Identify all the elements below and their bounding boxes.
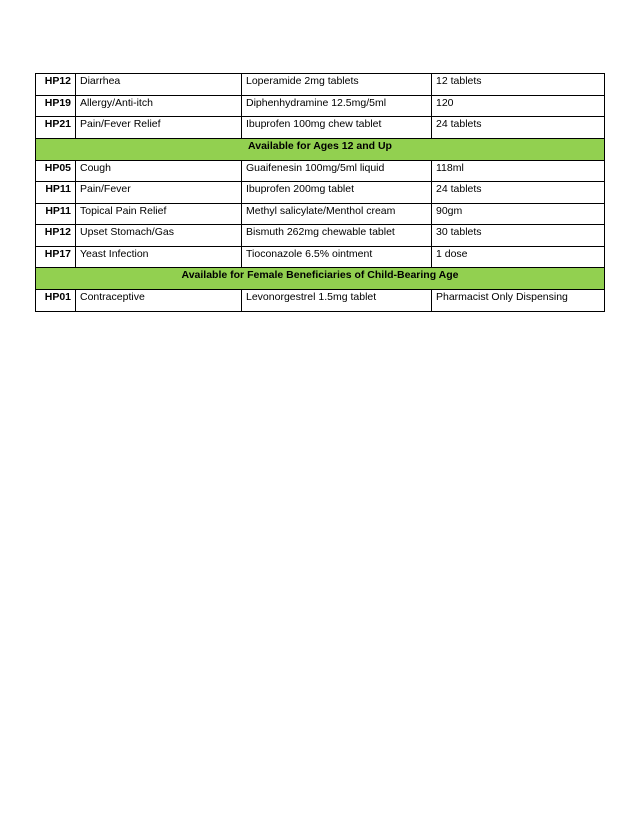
table-row	[36, 95, 605, 117]
quantity-cell: 120	[432, 95, 605, 117]
condition-cell: Pain/Fever	[76, 182, 242, 204]
item-code: HP19	[36, 95, 76, 117]
medication-cell: Loperamide 2mg tablets	[242, 74, 432, 96]
item-code: HP12	[36, 74, 76, 96]
condition-cell: Cough	[76, 160, 242, 182]
medication-cell: Ibuprofen 100mg chew tablet	[242, 117, 432, 139]
item-code: HP12	[36, 225, 76, 247]
table-row	[36, 117, 605, 139]
table-row	[36, 74, 605, 96]
item-code: HP01	[36, 290, 76, 312]
table-row	[36, 246, 605, 268]
quantity-cell: 24 tablets	[432, 117, 605, 139]
table-row	[36, 225, 605, 247]
condition-cell: Contraceptive	[76, 290, 242, 312]
quantity-cell: 30 tablets	[432, 225, 605, 247]
section-heading-row	[36, 138, 605, 160]
condition-cell: Allergy/Anti-itch	[76, 95, 242, 117]
condition-cell: Diarrhea	[76, 74, 242, 96]
item-code: HP11	[36, 203, 76, 225]
quantity-cell: 1 dose	[432, 246, 605, 268]
quantity-cell: Pharmacist Only Dispensing	[432, 290, 605, 312]
condition-cell: Pain/Fever Relief	[76, 117, 242, 139]
quantity-cell: 118ml	[432, 160, 605, 182]
quantity-cell: 24 tablets	[432, 182, 605, 204]
table-row	[36, 182, 605, 204]
medication-cell: Diphenhydramine 12.5mg/5ml	[242, 95, 432, 117]
medication-cell: Levonorgestrel 1.5mg tablet	[242, 290, 432, 312]
condition-cell: Topical Pain Relief	[76, 203, 242, 225]
medication-cell: Bismuth 262mg chewable tablet	[242, 225, 432, 247]
item-code: HP17	[36, 246, 76, 268]
condition-cell: Yeast Infection	[76, 246, 242, 268]
table-row	[36, 203, 605, 225]
medication-cell: Ibuprofen 200mg tablet	[242, 182, 432, 204]
quantity-cell: 12 tablets	[432, 74, 605, 96]
table-row	[36, 290, 605, 312]
medication-cell: Methyl salicylate/Menthol cream	[242, 203, 432, 225]
condition-cell: Upset Stomach/Gas	[76, 225, 242, 247]
medication-cell: Tioconazole 6.5% ointment	[242, 246, 432, 268]
section-heading-ages-12-up: Available for Ages 12 and Up	[36, 138, 605, 160]
medication-cell: Guaifenesin 100mg/5ml liquid	[242, 160, 432, 182]
section-heading-female-child-bearing: Available for Female Beneficiaries of Child-Bearing Age	[36, 268, 605, 290]
medication-table	[35, 73, 605, 312]
quantity-cell: 90gm	[432, 203, 605, 225]
item-code: HP11	[36, 182, 76, 204]
section-heading-row	[36, 268, 605, 290]
item-code: HP05	[36, 160, 76, 182]
item-code: HP21	[36, 117, 76, 139]
table-row	[36, 160, 605, 182]
